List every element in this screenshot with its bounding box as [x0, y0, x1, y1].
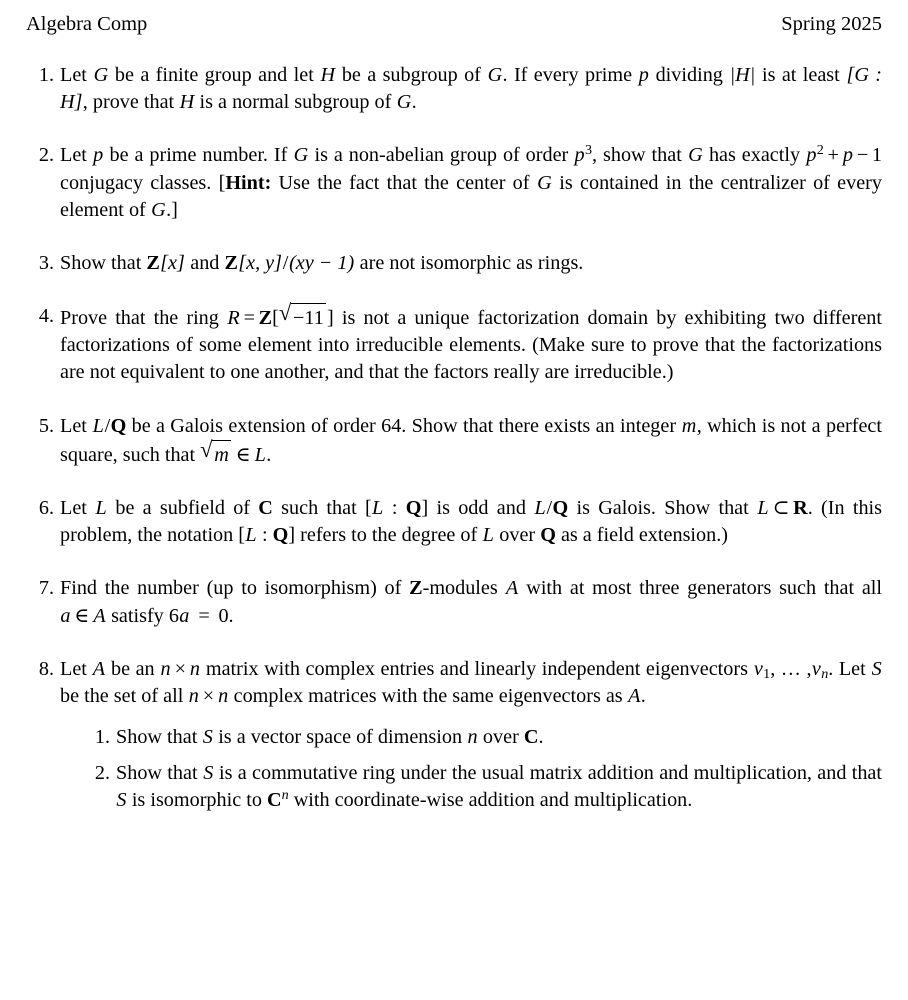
p6-text-g: refers to the degree of [295, 524, 483, 547]
p8-subscript-1: 1 [763, 665, 771, 682]
p3-text-b: and [185, 251, 225, 274]
p2-var-G2: G [688, 144, 703, 167]
p4-left-bracket: [ [272, 307, 279, 330]
p7-text-d: satisfy [106, 604, 169, 627]
p1-text-b: be a finite group and let [108, 64, 321, 86]
p2-operator-minus: − [856, 144, 869, 167]
p4-ring-Z: Z [258, 307, 273, 330]
p6-text-a: Let [60, 497, 96, 520]
p5-var-m1: m [681, 414, 697, 437]
p2-hint-label: Hint: [225, 171, 272, 194]
p1-text-h: is a normal subgroup of [194, 91, 397, 114]
p8b-set-S1: S [203, 762, 214, 785]
problem-item-7 [26, 575, 882, 629]
p6-text-d: is odd and [428, 497, 535, 520]
p4-right-bracket: ] [327, 307, 334, 330]
p8-ellipsis: , … , [770, 657, 812, 680]
p1-text-d: . If every prime [502, 64, 639, 86]
p3-ideal-xy-minus-1: (xy − 1) [289, 251, 355, 274]
p3-text-a: Show that [60, 251, 147, 274]
p3-quotient-slash: / [282, 251, 289, 274]
p1-text-e: dividing [649, 64, 730, 86]
p8a-text-d: . [538, 726, 544, 749]
p1-text-c: be a subgroup of [335, 64, 488, 86]
problem-8-subparts [60, 724, 882, 815]
p8-set-S: S [871, 657, 882, 680]
p2-text-d: , show that [592, 144, 688, 167]
p8b-text-d: with coordinate-wise addition and multiplication. [288, 789, 693, 812]
p3-bracket-xy: [x, y] [238, 251, 282, 274]
p1-text-f: is at least [755, 64, 847, 86]
p2-number-one: 1 [871, 144, 882, 167]
p1-text-a: Let [60, 64, 94, 86]
p4-var-R: R [227, 307, 240, 330]
p5-text-d: . [266, 443, 272, 466]
p7-module-A: A [505, 577, 519, 600]
p8-eigenvector-vn: v [811, 657, 821, 680]
p8-text-a: Let [60, 657, 93, 680]
p8-operator-times-2: × [202, 684, 215, 707]
problem-item-8 [26, 656, 882, 815]
p1-var-p: p [638, 64, 649, 86]
problem-list [26, 62, 882, 815]
p2-text-a: Let [60, 144, 93, 167]
p2-exponent-3: 3 [584, 142, 593, 159]
p2-var-p3: p [806, 144, 817, 167]
problem-item-1 [26, 62, 882, 116]
p5-extension-slash: / [104, 414, 111, 437]
p1-text-g: , prove that [82, 91, 180, 114]
p3-ring-Z2: Z [224, 251, 238, 274]
p4-text-a: Prove that the ring [60, 307, 227, 330]
p6-text-b: be a subfield of [107, 497, 259, 520]
p6-field-Q2: Q [552, 497, 569, 520]
p5-radicand-m: m [212, 440, 231, 469]
p2-text-g: Use the fact that the center of [271, 171, 537, 194]
p8-text-d: . Let [828, 657, 872, 680]
p7-text-a: Find the number (up to isomorphism) of [60, 577, 410, 600]
p7-equation-6a-equals-0: 6a = 0 [168, 604, 229, 627]
p4-operator-equals: = [243, 307, 256, 330]
p5-operator-element-of: ∈ [235, 443, 251, 466]
sqrt-minus-11 [278, 299, 326, 332]
p8-operator-times-1: × [174, 657, 186, 680]
exam-term: Spring 2025 [781, 13, 882, 35]
p7-ring-Z: Z [409, 577, 423, 600]
p1-order-of-H: |H| [729, 64, 756, 86]
p2-var-G3: G [537, 171, 552, 194]
p5-text-a: Let [60, 414, 93, 437]
p6-text-e: is Galois. Show that [568, 497, 758, 520]
p8a-text-a: Show that [116, 726, 203, 749]
p1-var-G3: G [396, 91, 412, 114]
p2-text-c: is a non-abelian group of order [308, 144, 575, 167]
p2-text-h: is contained in the centralizer of every element of [60, 171, 882, 221]
p8-eigenvector-v1: v [753, 657, 763, 680]
p8a-set-S: S [202, 726, 213, 749]
p5-field-L2: L [254, 443, 266, 466]
p8-text-c: matrix with complex entries and linearly independent eigenvectors [200, 657, 754, 680]
p4-radicand: −11 [291, 303, 326, 332]
radical-sign-icon: √ [200, 436, 213, 462]
p2-exponent-2: 2 [816, 142, 824, 159]
p2-text-b: be a prime number. If [103, 144, 294, 167]
p8-dim-n1: n [160, 657, 171, 680]
p6-text-i: as a field extension.) [555, 524, 728, 547]
p6-field-L3: L [757, 497, 769, 520]
p8a-field-C: C [523, 726, 539, 749]
problem-item-8b [82, 760, 882, 814]
p2-var-G1: G [293, 144, 309, 167]
sqrt-m [200, 436, 231, 469]
problem-list-container [26, 62, 882, 815]
p6-degree-2: [L : Q] [238, 524, 296, 547]
p5-text-c: , which is not a perfect square, such that [60, 414, 882, 466]
p8b-text-c: is isomorphic to [126, 789, 267, 812]
p8-text-g: . [640, 684, 646, 707]
problem-item-8a [82, 724, 882, 751]
p8-dim-n4: n [218, 684, 229, 707]
p1-text-i: . [411, 91, 417, 114]
p8a-dim-n: n [467, 726, 478, 749]
p8-text-e: be the set of all [60, 684, 189, 707]
p5-field-L: L [92, 414, 104, 437]
p8b-field-C: C [266, 789, 282, 812]
p6-field-L2: L [534, 497, 546, 520]
p8-dim-n3: n [188, 684, 199, 707]
p1-var-G1: G [93, 64, 109, 86]
p6-field-C: C [258, 497, 273, 520]
p8-matrix-A2: A [628, 684, 641, 707]
p3-ring-Z1: Z [146, 251, 160, 274]
p6-field-Q3: Q [540, 524, 556, 547]
page-header [26, 12, 882, 37]
p7-operator-element-of: ∈ [74, 604, 90, 627]
p3-text-c: are not isomorphic as rings. [354, 251, 584, 274]
p4-text-b: is not a unique factorization domain by exhibiting two different factorizations of some element into irreducible elements. (Make sure to prove that the factorizations are not equivalent to one another, and that the factors really are irreducible.) [60, 307, 882, 384]
problem-item-6 [26, 495, 882, 549]
p6-field-R: R [793, 497, 808, 520]
p1-var-G2: G [487, 64, 503, 86]
p6-text-c: such that [272, 497, 365, 520]
p5-field-Q: Q [110, 414, 127, 437]
p2-text-e: has exactly [703, 144, 806, 167]
p8b-exponent-n: n [281, 787, 289, 804]
p2-text-i: .] [166, 198, 178, 221]
p2-operator-plus: + [827, 144, 839, 167]
problem-item-5 [26, 413, 882, 469]
p3-bracket-x: [x] [160, 251, 185, 274]
p8b-text-a: Show that [116, 762, 203, 785]
p8-text-f: complex matrices with the same eigenvectors as [228, 684, 628, 707]
p6-degree-1: [L : Q] [364, 497, 429, 520]
p7-module-A2: A [93, 604, 106, 627]
problem-item-4 [26, 299, 882, 387]
p7-text-c: with at most three generators such that all [518, 577, 883, 600]
p2-text-f: conjugacy classes. [ [60, 171, 226, 194]
radical-sign-icon: √ [278, 299, 292, 325]
p6-field-L4: L [482, 524, 494, 547]
p2-var-p4: p [842, 144, 853, 167]
p1-var-H2: H [179, 91, 195, 114]
p8-dim-n2: n [189, 657, 201, 680]
p8-text-b: be an [105, 657, 161, 680]
p8-subscript-n: n [821, 665, 829, 682]
problem-item-3 [26, 250, 882, 277]
p2-var-p2: p [574, 144, 585, 167]
p1-index-G-H: [G : H] [60, 64, 882, 114]
exam-title: Algebra Comp [26, 13, 148, 35]
p6-operator-subset: ⊂ [772, 497, 790, 520]
p6-text-h: over [494, 524, 541, 547]
p5-text-b: be a Galois extension of order 64. Show that there exists an integer [126, 414, 682, 437]
p6-text-f: . (In this problem, the notation [60, 497, 883, 547]
p8a-text-b: is a vector space of dimension [213, 726, 468, 749]
p8a-text-c: over [477, 726, 524, 749]
p1-var-H1: H [320, 64, 336, 86]
p2-var-G4: G [151, 198, 166, 221]
p8b-text-b: is a commutative ring under the usual matrix addition and multiplication, and that [213, 762, 883, 785]
p6-field-L1: L [95, 497, 107, 520]
p7-element-a: a [60, 604, 71, 627]
p2-var-p1: p [93, 144, 104, 167]
problem-item-2 [26, 142, 882, 224]
p8-matrix-A1: A [92, 657, 106, 680]
p7-text-b: -modules [422, 577, 506, 600]
p6-extension-slash: / [546, 497, 553, 520]
p8b-set-S2: S [116, 789, 127, 812]
p7-text-e: . [228, 604, 234, 627]
